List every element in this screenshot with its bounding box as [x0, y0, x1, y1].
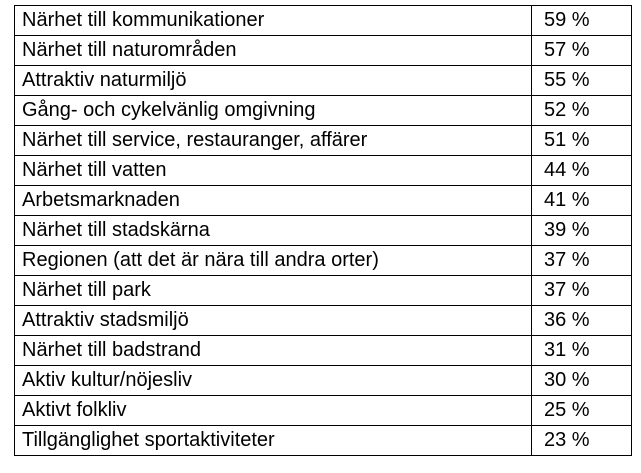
factors-table-container	[14, 5, 631, 456]
row-label: Regionen (att det är nära till andra orter)	[15, 246, 532, 276]
row-label: Närhet till park	[15, 276, 532, 306]
table-row	[15, 156, 632, 186]
row-label: Närhet till naturområden	[15, 36, 532, 66]
row-value: 51 %	[532, 126, 632, 156]
row-label: Arbetsmarknaden	[15, 186, 532, 216]
row-label: Närhet till stadskärna	[15, 216, 532, 246]
row-label: Gång- och cykelvänlig omgivning	[15, 96, 532, 126]
row-value: 23 %	[532, 426, 632, 456]
table-row	[15, 6, 632, 36]
table-row	[15, 186, 632, 216]
table-row	[15, 366, 632, 396]
row-value: 52 %	[532, 96, 632, 126]
table-row	[15, 306, 632, 336]
table-row	[15, 246, 632, 276]
row-value: 39 %	[532, 216, 632, 246]
table-row	[15, 276, 632, 306]
row-value: 37 %	[532, 276, 632, 306]
row-label: Närhet till service, restauranger, affärer	[15, 126, 532, 156]
row-label: Attraktiv naturmiljö	[15, 66, 532, 96]
row-value: 36 %	[532, 306, 632, 336]
row-label: Närhet till kommunikationer	[15, 6, 532, 36]
table-row	[15, 396, 632, 426]
row-value: 30 %	[532, 366, 632, 396]
table-row	[15, 216, 632, 246]
table-row	[15, 336, 632, 366]
row-label: Närhet till badstrand	[15, 336, 532, 366]
factors-table	[14, 5, 632, 456]
row-label: Aktivt folkliv	[15, 396, 532, 426]
row-value: 55 %	[532, 66, 632, 96]
row-label: Närhet till vatten	[15, 156, 532, 186]
row-value: 44 %	[532, 156, 632, 186]
row-label: Aktiv kultur/nöjesliv	[15, 366, 532, 396]
row-value: 25 %	[532, 396, 632, 426]
table-row	[15, 426, 632, 456]
table-row	[15, 96, 632, 126]
row-value: 57 %	[532, 36, 632, 66]
table-row	[15, 66, 632, 96]
factors-table-body	[15, 6, 632, 456]
row-value: 41 %	[532, 186, 632, 216]
row-label: Attraktiv stadsmiljö	[15, 306, 532, 336]
row-value: 59 %	[532, 6, 632, 36]
table-row	[15, 126, 632, 156]
table-row	[15, 36, 632, 66]
row-value: 37 %	[532, 246, 632, 276]
row-label: Tillgänglighet sportaktiviteter	[15, 426, 532, 456]
row-value: 31 %	[532, 336, 632, 366]
